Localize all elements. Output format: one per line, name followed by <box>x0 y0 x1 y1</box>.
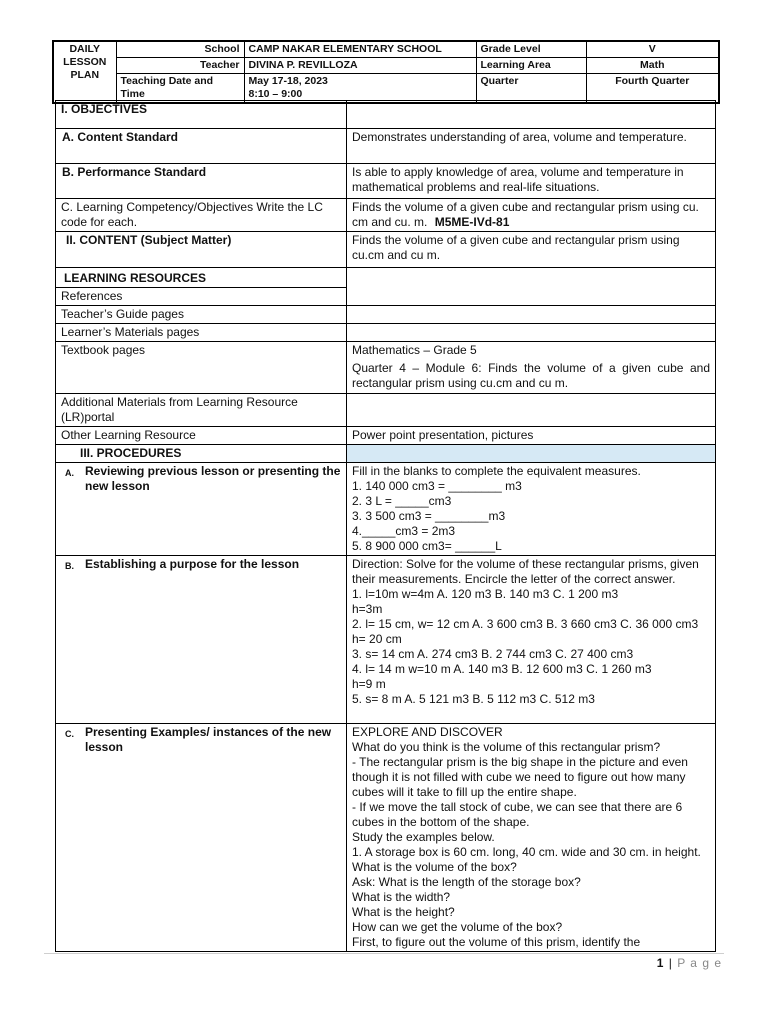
school-label: School <box>116 41 244 58</box>
quarter-label: Quarter <box>476 74 586 104</box>
footer-rule <box>44 953 724 954</box>
competency-code: M5ME-IVd-81 <box>434 215 510 229</box>
procedures-heading: III. PROCEDURES <box>56 445 347 463</box>
procedure-b <box>56 556 347 724</box>
content-value: Finds the volume of a given cube and rectangular prism using cu.cm and cu m. <box>347 232 716 268</box>
objectives-heading: I. OBJECTIVES <box>56 101 347 129</box>
teacher-label: Teacher <box>116 58 244 74</box>
procedure-b-title: Establishing a purpose for the lesson <box>85 557 300 571</box>
lesson-plan-title: DAILY LESSON PLAN <box>53 41 116 103</box>
competency-text: Finds the volume of a given cube and rectangular prism using cu. cm and cu. m. <box>352 200 699 229</box>
references-label: References <box>56 288 347 306</box>
performance-standard-value: Is able to apply knowledge of area, volume and temperature in mathematical problems and real-life situations. <box>347 164 716 199</box>
procedure-c <box>56 724 347 952</box>
procedure-a-content: Fill in the blanks to complete the equivalent measures. 1. 140 000 cm3 = ________ m3 2. 3 L = _____cm3 3. 3 500 cm3 = ________m3 4._____cm3 = 2m3 5. 8 900 000 cm3= ______L <box>347 463 716 556</box>
teachers-guide-label: Teacher’s Guide pages <box>56 306 347 324</box>
date-value <box>244 74 476 104</box>
content-standard-value: Demonstrates understanding of area, volume and temperature. <box>347 129 716 164</box>
header-table <box>52 40 720 104</box>
school-value: CAMP NAKAR ELEMENTARY SCHOOL <box>244 41 476 58</box>
procedure-c-letter: C. <box>65 729 74 739</box>
additional-materials-label: Additional Materials from Learning Resource (LR)portal <box>56 394 347 427</box>
procedure-a-title: Reviewing previous lesson or presenting the new lesson <box>85 464 341 493</box>
procedure-b-content: Direction: Solve for the volume of these rectangular prisms, given their measurements. Encircle the letter of the correct answer. 1. l=10m w=4m A. 120 m3 B. 140 m3 C. 1 200 m3 h=3m 2. l= 15 cm, w= 12 cm A. 3 600 cm3 B. 3 660 cm3 C. 36 000 cm3 h= 20 cm 3. s= 14 cm A. 274 cm3 B. 2 744 cm3 C. 27 400 cm3 4. l= 14 m w=10 m A. 140 m3 B. 12 600 m3 C. 1 260 m3 h=9 m 5. s= 8 m A. 5 121 m3 B. 5 112 m3 C. 512 m3 <box>347 556 716 724</box>
grade-value: V <box>586 41 719 58</box>
date-text: May 17-18, 2023 <box>248 75 328 87</box>
resources-heading: LEARNING RESOURCES <box>56 268 347 288</box>
page-separator: | <box>668 956 673 970</box>
other-resource-label: Other Learning Resource <box>56 427 347 445</box>
grade-label: Grade Level <box>476 41 586 58</box>
page-word: P a g e <box>677 956 722 970</box>
quarter-value: Fourth Quarter <box>586 74 719 104</box>
content-standard-label: A. Content Standard <box>56 129 347 164</box>
procedure-b-letter: B. <box>65 561 74 571</box>
textbook-title: Mathematics – Grade 5 <box>352 343 477 357</box>
other-resource-value: Power point presentation, pictures <box>347 427 716 445</box>
teacher-value: DIVINA P. REVILLOZA <box>244 58 476 74</box>
textbook-module: Quarter 4 – Module 6: Finds the volume of a given cube and rectangular prism using cu.cm and cu m. <box>352 361 710 390</box>
learners-materials-label: Learner’s Materials pages <box>56 324 347 342</box>
date-label: Teaching Date and Time <box>116 74 244 104</box>
procedure-c-title: Presenting Examples/ instances of the new lesson <box>85 725 332 754</box>
textbook-value <box>347 342 716 394</box>
page-number-footer <box>657 956 722 970</box>
time-text: 8:10 – 9:00 <box>248 88 303 100</box>
procedure-c-content: EXPLORE AND DISCOVER What do you think is the volume of this rectangular prism? - The rectangular prism is the big shape in the picture and even though it is not filled with cube we need to figure out how many cubes will it take to fill up the entire shape. - If we move the tall stock of cube, we can see that there are 6 cubes in the bottom of the shape. Study the examples below. 1. A storage box is 60 cm. long, 40 cm. wide and 30 cm. in height. What is the volume of the box? Ask: What is the length of the storage box? What is the width? What is the height? How can we get the volume of the box? First, to figure out the volume of this prism, identify the <box>347 724 716 952</box>
procedure-a <box>56 463 347 556</box>
lesson-plan-table <box>55 100 716 952</box>
content-heading: II. CONTENT (Subject Matter) <box>56 232 347 268</box>
page-number: 1 <box>656 956 665 970</box>
performance-standard-label: B. Performance Standard <box>56 164 347 199</box>
textbook-label: Textbook pages <box>56 342 347 394</box>
area-label: Learning Area <box>476 58 586 74</box>
competency-value <box>347 199 716 232</box>
procedure-a-letter: A. <box>65 468 74 478</box>
area-value: Math <box>586 58 719 74</box>
competency-label: C. Learning Competency/Objectives Write the LC code for each. <box>56 199 347 232</box>
